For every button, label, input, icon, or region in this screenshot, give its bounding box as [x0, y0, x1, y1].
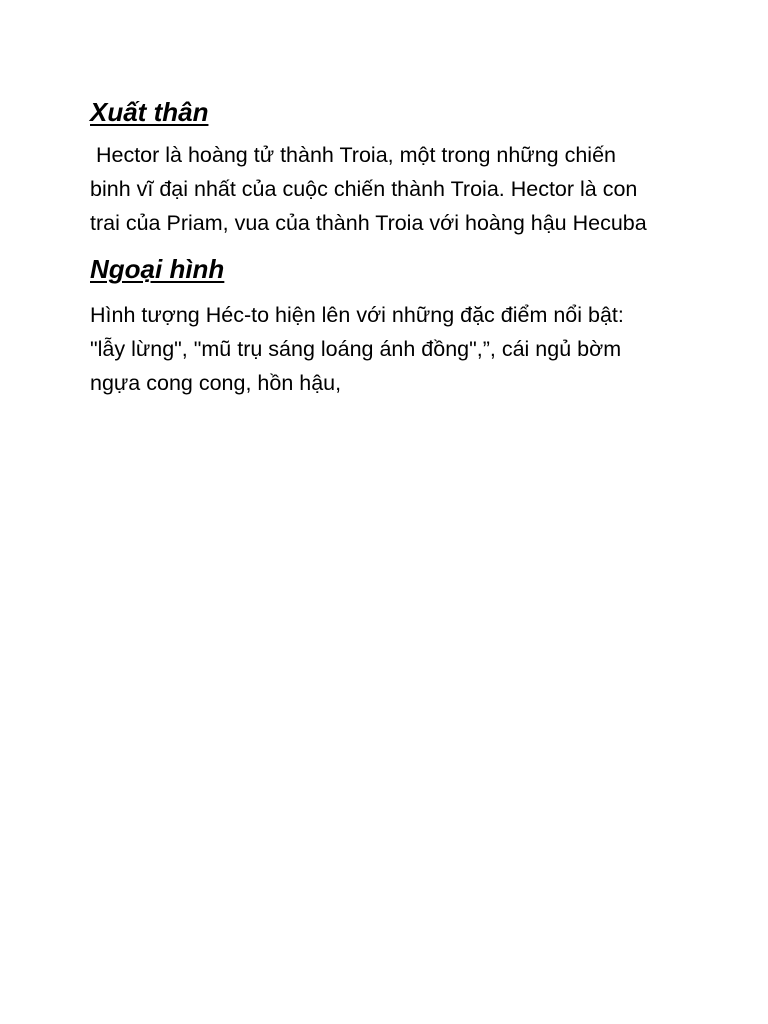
section-paragraph-origin: [90, 138, 690, 240]
paragraph-line: Hector là hoàng tử thành Troia, một trong những chiến: [90, 143, 616, 167]
paragraph-line: trai của Priam, vua của thành Troia với hoàng hậu Hecuba: [90, 211, 647, 235]
paragraph-line: Hình tượng Héc-to hiện lên với những đặc điểm nổi bật:: [90, 303, 624, 327]
section-heading-origin: Xuất thân: [90, 97, 209, 127]
section-paragraph-appearance: [90, 298, 690, 400]
paragraph-line: "lẫy lừng", "mũ trụ sáng loáng ánh đồng",”, cái ngủ bờm: [90, 337, 622, 361]
paragraph-line: ngựa cong cong, hồn hậu,: [90, 371, 342, 395]
document-page: [90, 94, 690, 400]
section-heading-appearance: Ngoại hình: [90, 254, 225, 284]
paragraph-line: binh vĩ đại nhất của cuộc chiến thành Troia. Hector là con: [90, 177, 638, 201]
